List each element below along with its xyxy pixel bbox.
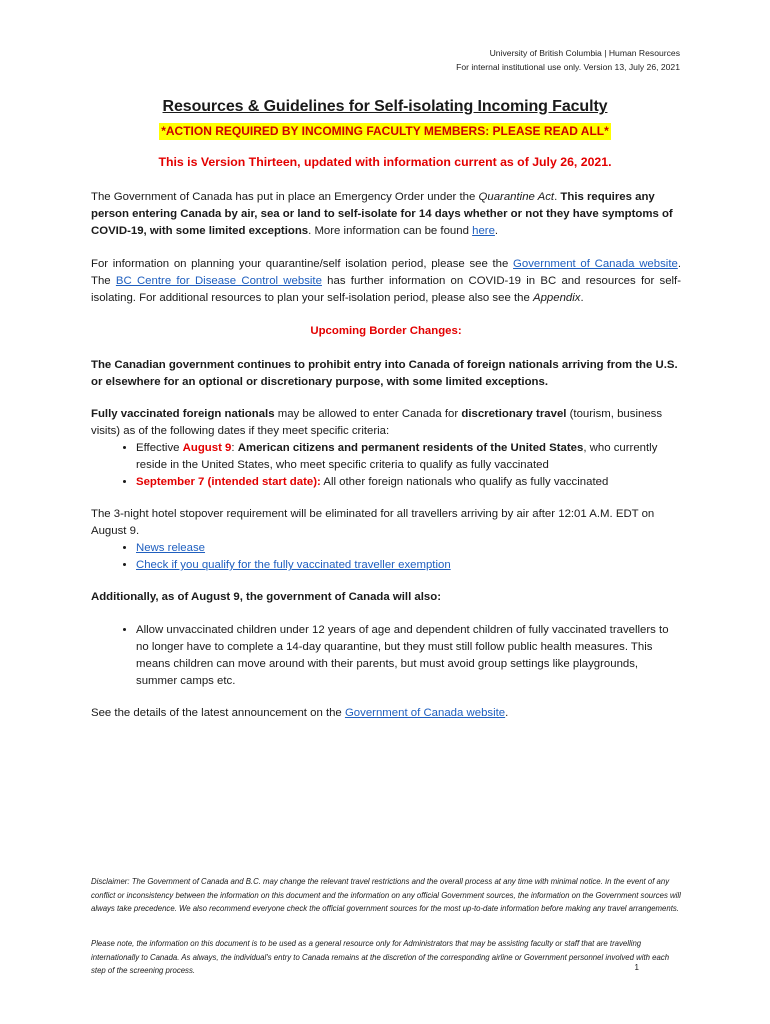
hotel-stopover-paragraph: The 3-night hotel stopover requirement will be eliminated for all travellers arriving by air after 12:01 A.M. EDT on August 9. — [91, 508, 655, 537]
header-organization: University of British Columbia | Human Resources — [489, 48, 680, 58]
appendix-reference: Appendix — [532, 292, 581, 304]
para2-text: has further information on COVID-19 in BC and resources for self-isolating. For additional resources to plan your self-isolation period, please also see the — [91, 275, 682, 304]
quarantine-act-paragraph — [91, 189, 681, 240]
latest-text: See the details of the latest announcement on the — [91, 707, 345, 719]
please-note: Please note, the information on this document is to be used as a general resource only for Administrators that may be assisting faculty or staff that are travelling internationally to Canada. As always, the individual's entry to Canada remains at the discretion of the corresponding airline or Government personnel involved with each step of the screening process. — [91, 939, 670, 975]
additional-measures-section — [91, 622, 681, 690]
discretionary-travel-term: discretionary travel — [461, 408, 567, 420]
list-item: • September 7 (intended start date): All other foreign nationals who qualify as fully vaccinated — [136, 474, 681, 491]
para2-text: For information on planning your quarantine/self isolation period, please see the — [91, 258, 514, 270]
version-notice: This is Version Thirteen, updated with information current as of July 26, 2021. — [158, 155, 612, 169]
border-changes-heading: Upcoming Border Changes: — [310, 325, 462, 337]
disclaimer: Disclaimer: The Government of Canada and B.C. may change the relevant travel restrictions and the overall process at any time with minimal notice. In the event of any conflict or inconsistency between the information on this document and the information on any official Government sources, the information on the Government sources will always take precedence. We also recommend everyone check the official government sources for the most up-to-date information before making any travel arrangements. — [91, 877, 681, 913]
page-number: 1 — [634, 963, 639, 972]
para2-text: . The — [91, 258, 681, 287]
prohibit-entry-paragraph: The Canadian government continues to prohibit entry into Canada of foreign nationals arriving from the U.S. or elsewhere for an optional or discretionary purpose, with some limited exceptions. — [91, 359, 678, 388]
vaccinated-text: (tourism, business visits) as of the following dates if they meet specific criteria: — [91, 408, 663, 437]
us-citizens-term: American citizens and permanent residents of the United States — [237, 442, 584, 454]
list-item: • Allow unvaccinated children under 12 years of age and dependent children of fully vaccinated travellers to no longer have to complete a 14-day quarantine, but they must still follow public health measures. This means children can move around with their parents, but must avoid group settings like playgrounds, summer camps etc. — [136, 622, 681, 690]
para1-text: . — [494, 225, 499, 237]
self-isolate-requirement: This requires any person entering Canada by air, sea or land to self-isolate for 14 days whether or not they have symptoms of COVID-19, with some limited exceptions — [91, 191, 673, 237]
hotel-links-list — [91, 540, 681, 574]
vaccinated-section — [91, 406, 681, 491]
header-version: For internal institutional use only. Version 13, July 26, 2021 — [456, 62, 680, 72]
para2-text: . — [580, 292, 584, 304]
fully-vaccinated-term: Fully vaccinated foreign nationals — [91, 408, 275, 420]
list-item: • Effective August 9: American citizens and permanent residents of the United States, who currently reside in the United States, who meet specific criteria to qualify as fully vaccinated — [136, 440, 681, 474]
additional-measures-list — [91, 622, 681, 690]
news-release-link[interactable]: News release — [136, 542, 206, 554]
document-header — [456, 46, 680, 74]
list-item — [136, 557, 681, 574]
hotel-stopover-section — [91, 506, 681, 574]
august-9-date: August 9 — [182, 442, 232, 454]
additional-measures-heading: Additionally, as of August 9, the government of Canada will also: — [91, 591, 441, 603]
bc-cdc-link[interactable]: BC Centre for Disease Control website — [115, 275, 322, 287]
announcement-link[interactable]: Government of Canada website — [344, 707, 506, 719]
vaccinated-paragraph — [91, 406, 681, 440]
list-item — [136, 540, 681, 557]
quarantine-act-term: Quarantine Act — [478, 191, 555, 203]
planning-paragraph — [91, 256, 681, 307]
action-required-notice: *ACTION REQUIRED BY INCOMING FACULTY MEMBERS: PLEASE READ ALL* — [161, 124, 609, 138]
para1-text: . More information can be found — [308, 225, 473, 237]
para1-text: The Government of Canada has put in place an Emergency Order under the — [91, 191, 479, 203]
exemption-check-link[interactable]: Check if you qualify for the fully vaccinated traveller exemption — [136, 559, 451, 571]
action-notice-row — [0, 122, 770, 140]
latest-announcement-paragraph — [91, 705, 681, 722]
government-of-canada-link[interactable]: Government of Canada website — [513, 258, 678, 270]
vaccinated-text: may be allowed to enter Canada for — [274, 408, 462, 420]
september-7-date: September 7 (intended start date): — [136, 476, 321, 488]
document-title: Resources & Guidelines for Self-isolating Incoming Faculty — [162, 98, 608, 115]
latest-text: . — [505, 707, 509, 719]
here-link[interactable]: here — [472, 225, 495, 237]
para1-text: . — [554, 191, 561, 203]
vaccinated-dates-list — [91, 440, 681, 491]
